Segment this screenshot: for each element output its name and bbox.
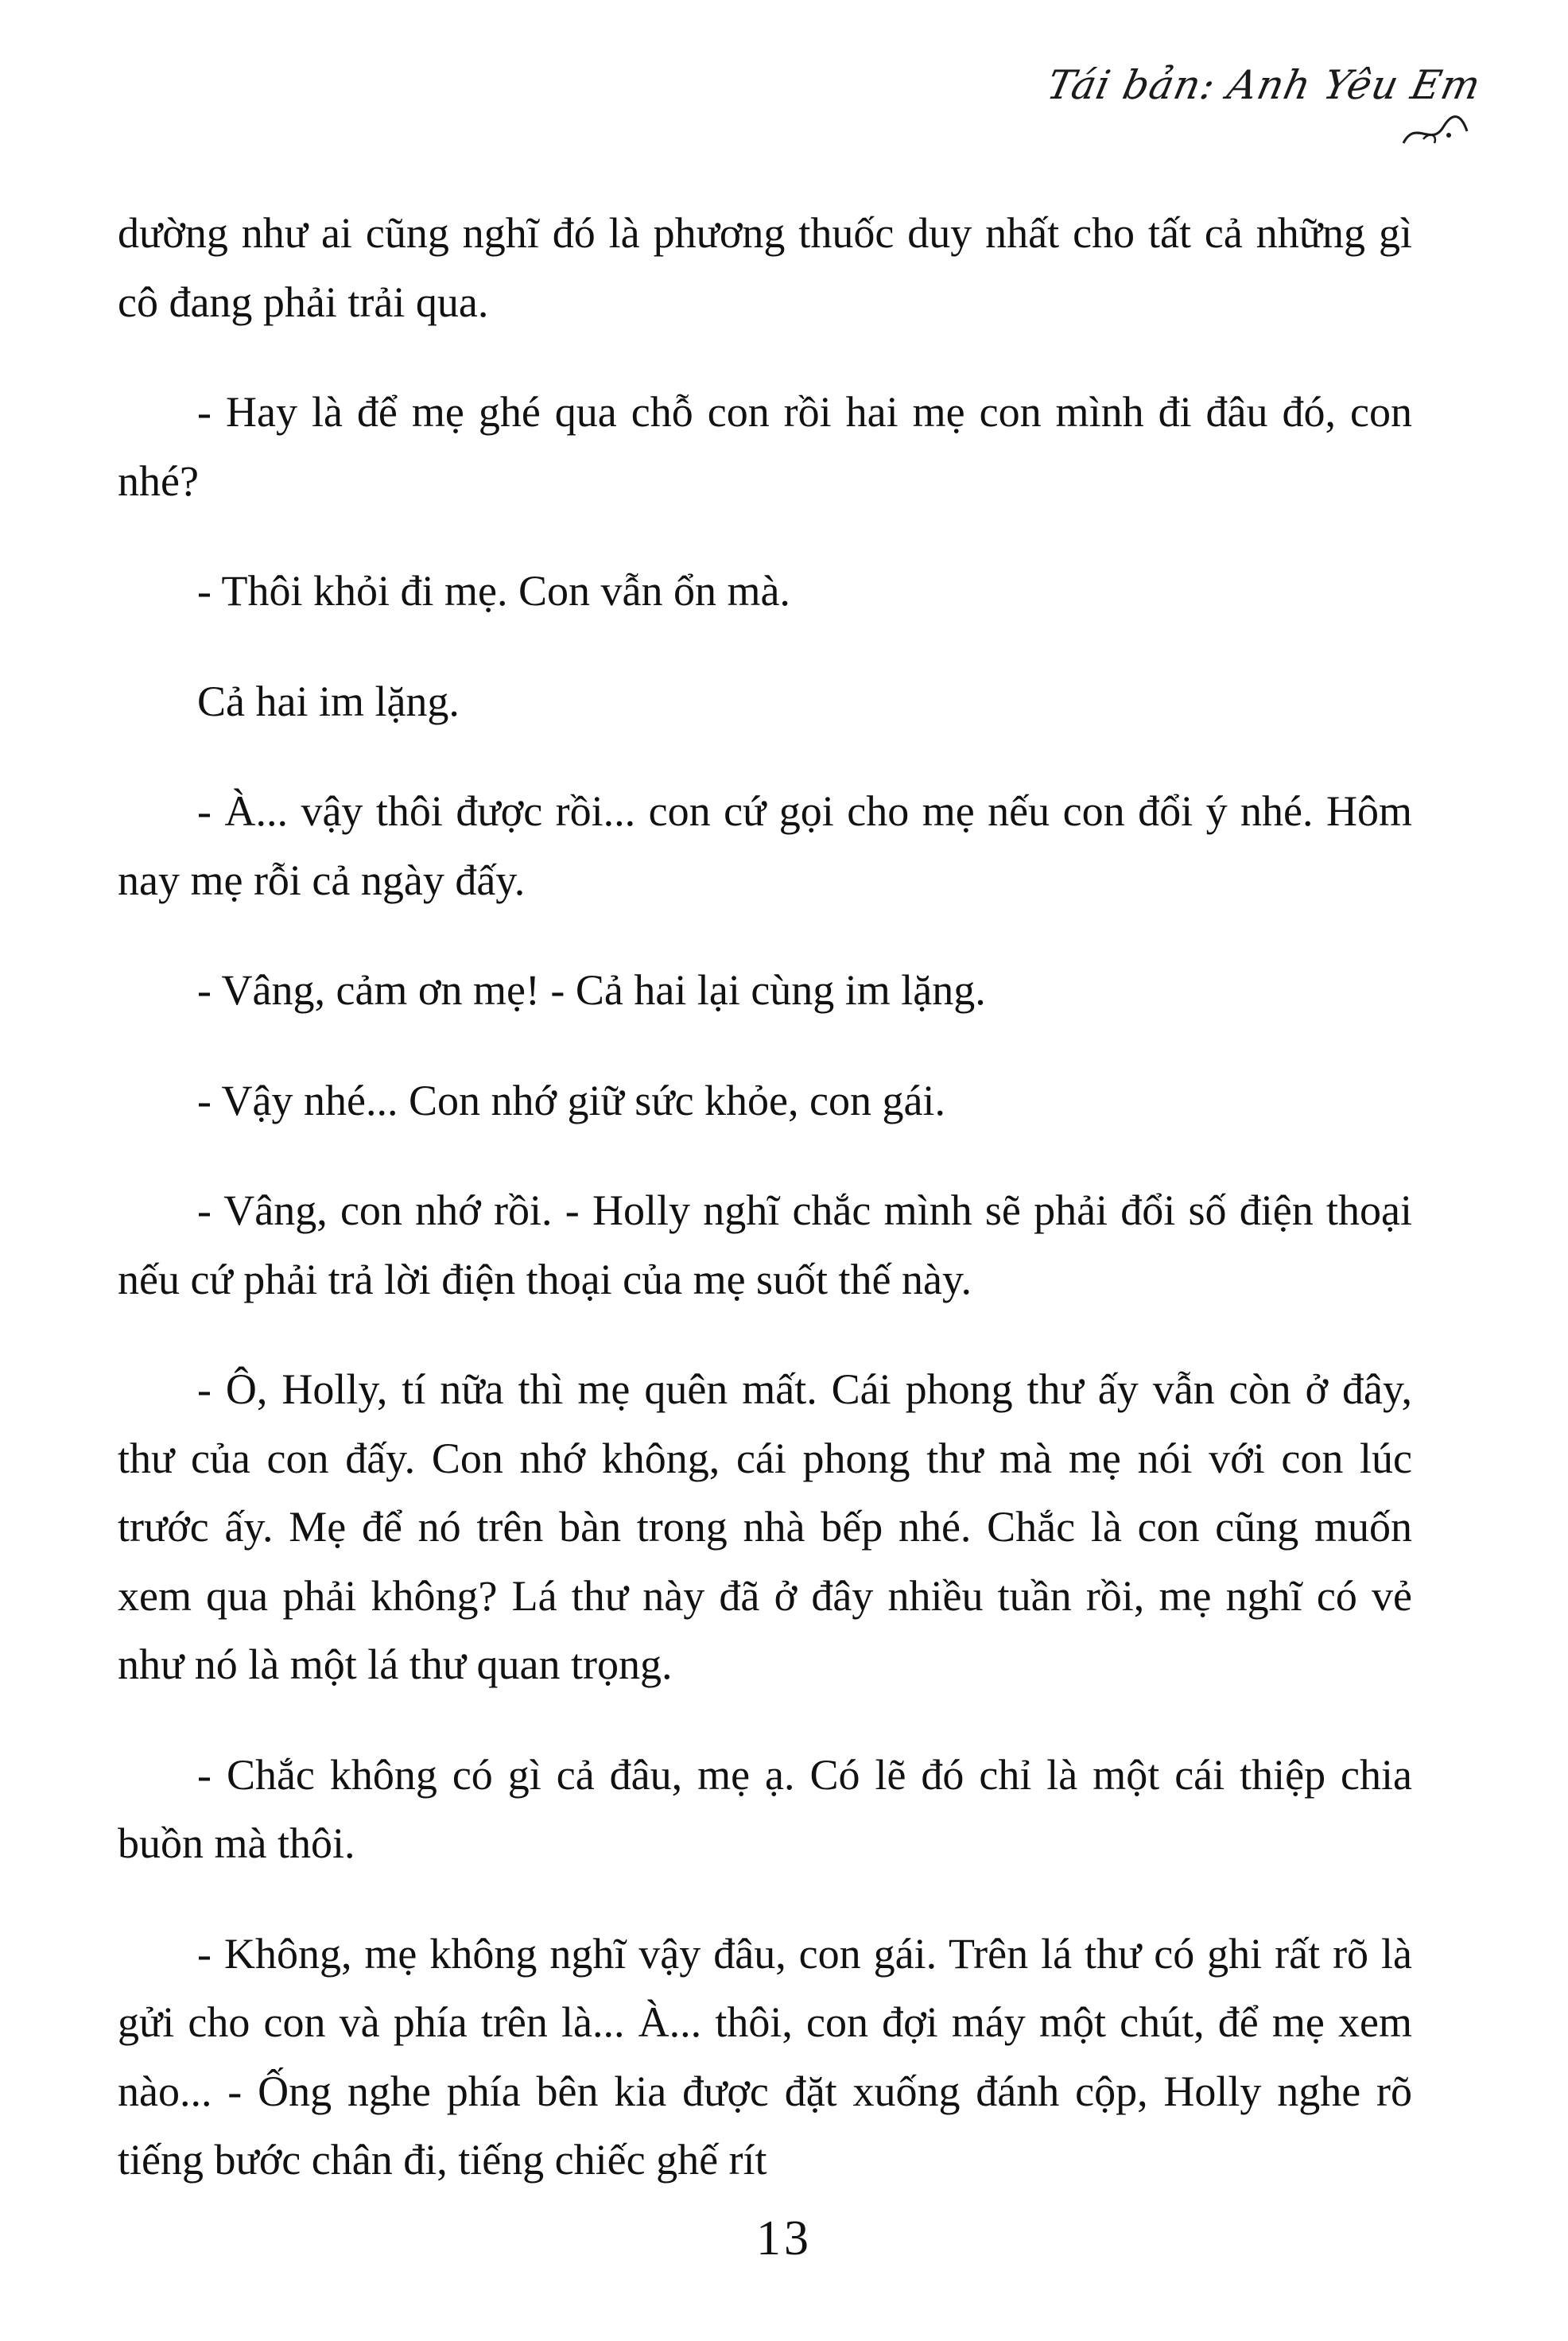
paragraph: - Hay là để mẹ ghé qua chỗ con rồi hai mẹ con mình đi đâu đó, con nhé? [118, 388, 1412, 505]
paragraph: - Vâng, con nhớ rồi. - Holly nghĩ chắc mình sẽ phải đổi số điện thoại nếu cứ phải trả lời điện thoại của mẹ suốt thế này. [118, 1186, 1412, 1303]
flourish-ornament-icon [1399, 111, 1471, 151]
paragraph: - À... vậy thôi được rồi... con cứ gọi cho mẹ nếu con đổi ý nhé. Hôm nay mẹ rỗi cả ngày đấy. [118, 787, 1412, 904]
paragraph: - Vậy nhé... Con nhớ giữ sức khỏe, con gái. [197, 1076, 945, 1124]
running-header: Tái bản: Anh Yêu Em [1043, 62, 1486, 108]
paragraph: - Ô, Holly, tí nữa thì mẹ quên mất. Cái phong thư ấy vẫn còn ở đây, thư của con đấy. Con nhớ không, cái phong thư mà mẹ nói với con lúc trước ấy. Mẹ để nó trên bàn trong nhà bếp nhé. Chắc là con cũng muốn xem qua phải không? Lá thư này đã ở đây nhiều tuần rồi, mẹ nghĩ có vẻ như nó là một lá thư quan trọng. [118, 1365, 1412, 1688]
page-number: 13 [756, 2211, 812, 2265]
paragraph: - Không, mẹ không nghĩ vậy đâu, con gái. Trên lá thư có ghi rất rõ là gửi cho con và phía trên là... À... thôi, con đợi máy một chút, để mẹ xem nào... - Ống nghe phía bên kia được đặt xuống đánh cộp, Holly nghe rõ tiếng bước chân đi, tiếng chiếc ghế rít [118, 1929, 1412, 2184]
paragraph: - Vâng, cảm ơn mẹ! - Cả hai lại cùng im lặng. [197, 966, 986, 1014]
paragraph: - Chắc không có gì cả đâu, mẹ ạ. Có lẽ đó chỉ là một cái thiệp chia buồn mà thôi. [118, 1750, 1412, 1867]
paragraph: - Thôi khỏi đi mẹ. Con vẫn ổn mà. [197, 567, 790, 615]
paragraph: dường như ai cũng nghĩ đó là phương thuốc duy nhất cho tất cả những gì cô đang phải trải qua. [118, 209, 1412, 326]
page-body [118, 199, 1412, 2195]
paragraph: Cả hai im lặng. [197, 677, 460, 725]
